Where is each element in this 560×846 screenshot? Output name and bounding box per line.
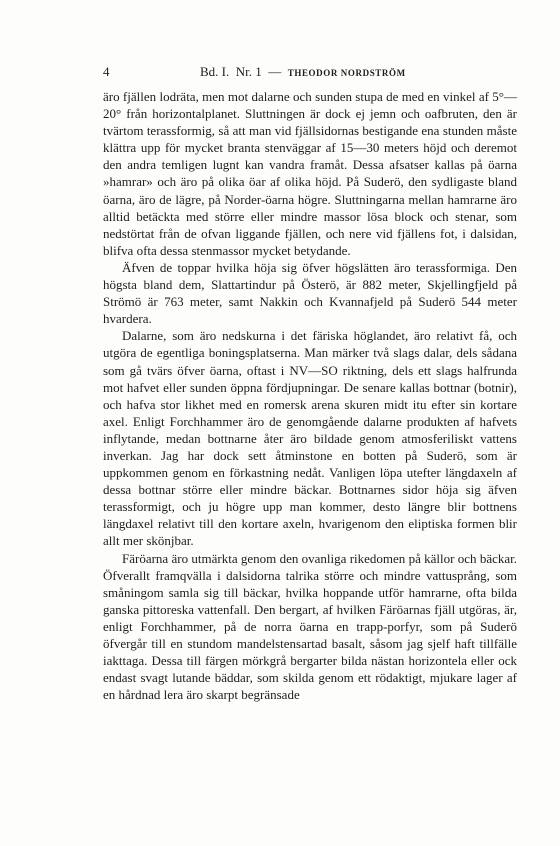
running-header bbox=[103, 64, 517, 82]
issue-number: Nr. 1 bbox=[235, 64, 262, 79]
header-citation bbox=[200, 64, 406, 80]
body-text bbox=[103, 88, 517, 703]
page-number: 4 bbox=[103, 64, 110, 79]
paragraph: Äfven de toppar hvilka höja sig öfver högslätten äro terassformiga. Den högsta bland dem, Slattartindur på Österö, är 882 meter, Skjellingfjeld på Strömö är 763 meter, samt Nakkin och Kvannafjeld på Suderö 544 meter hvardera. bbox=[103, 259, 517, 327]
author-name: THEODOR NORDSTRÖM bbox=[287, 68, 406, 78]
paragraph: Dalarne, som äro nedskurna i det färiska höglandet, äro relativt få, och utgöra de egentliga boningsplatserna. Man märker två slags dalar, dels sådana som gå tvärs öfver öarna, oftast i NV—SO riktning, dels ett slags halfrunda mot hafvet eller sunden öppna fördjupningar. De senare kallas bottnar (botnir), och hafva stor likhet med en romersk arena skuren midt itu efter sin kortare axel. Enligt Forchhammer äro de genomgående dalarne produkten af hafvets inflytande, medan bottnarne åter äro bildade genom atmosferiliskt vattens inverkan. Jag har dock sett åtminstone en botten på Suderö, som är uppkommen genom en förkastning nedåt. Vanligen löpa utefter längdaxeln af dessa bottnar större eller mindre bäckar. Bottnarnes sidor höja sig äfven terassformigt, och ju högre upp man kommer, desto längre blir bottnens längdaxel relativt till den kortare axeln, hvarigenom den eliptiska formen blir allt mer skönjbar. bbox=[103, 328, 517, 549]
paragraph-continued: äro fjällen lodräta, men mot dalarne och sunden stupa de med en vinkel af 5°—20° från horizontalplanet. Sluttningen är dock ej jemn och oafbruten, den är tvärtom terassformig, så att man vid fjällsidornas bestigande ena stunden måste klättra upp för mycket branta stenväggar af 15—30 meters höjd och deremot den andra temligen lugnt kan vandra framåt. Dessa afsatser kallas på öarna »hamrar» och äro på olika öar af olika höjd. På Suderö, den sydligaste bland öarna, äro de lägre, på Norder-öarna högre. Sluttningarna mellan hamrarne äro alltid betäckta med större eller mindre massor lösa block och stenar, som nedstörtat från de ofvan liggande fjällen, och nere vid fjällens fot, i dalsidan, blifva ofta dessa stenmassor mycket betydande. bbox=[103, 89, 517, 258]
header-dash: — bbox=[268, 64, 282, 79]
paragraph: Färöarna äro utmärkta genom den ovanliga rikedomen på källor och bäckar. Öfverallt framqvälla i dalsidorna talrika större och mindre vattusprång, som småningom samla sig till bäckar, hvilka hoppande utför hamrarne, ofta bilda ganska pittoreska vattenfall. Den bergart, af hvilken Färöarnas fjäll utgöras, är, enligt Forchhammer, på de norra öarna en trapp-porfyr, som på Suderö öfvergår till en stundom mandelstensartad basalt, såsom jag sjelf haft tillfälle iakttaga. Dessa till färgen mörkgrå bergarter bilda nästan horizontela eller ock endast svagt lutande bäddar, som skilda genom ett rödaktigt, mjukare lager af en hårdnad lera äro skarpt begränsade bbox=[103, 550, 517, 703]
series-label: Bd. I. bbox=[200, 64, 230, 79]
